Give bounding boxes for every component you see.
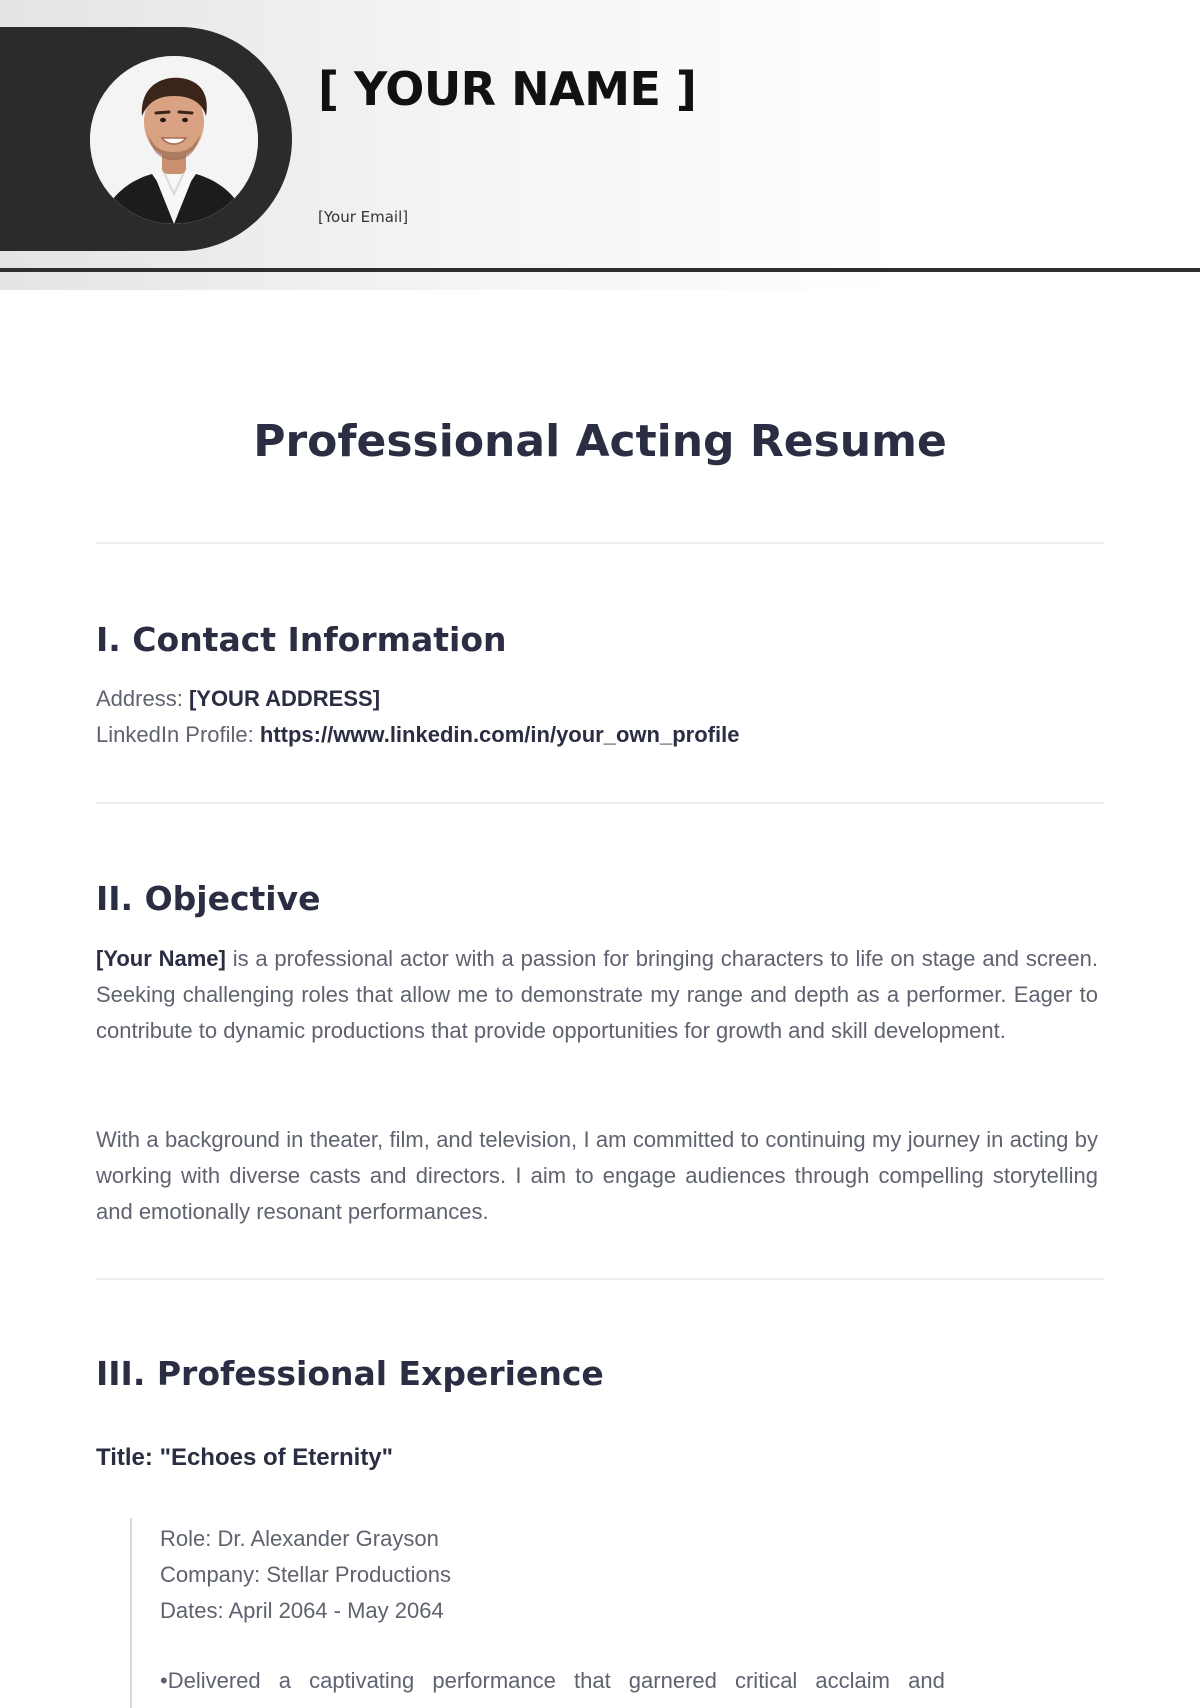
linkedin-line bbox=[96, 722, 739, 748]
header-banner bbox=[0, 0, 1200, 290]
header-rule bbox=[0, 268, 1200, 272]
avatar bbox=[90, 56, 258, 224]
divider bbox=[96, 542, 1104, 544]
experience-bullet-text: Delivered a captivating performance that garnered critical acclaim and bbox=[167, 1668, 945, 1693]
candidate-email: [Your Email] bbox=[318, 208, 409, 226]
contact-heading: I. Contact Information bbox=[96, 620, 507, 659]
bullet-icon: • bbox=[160, 1668, 168, 1693]
experience-heading: III. Professional Experience bbox=[96, 1354, 604, 1393]
linkedin-link[interactable]: https://www.linkedin.com/in/your_own_profile bbox=[259, 722, 740, 747]
experience-company: Company: Stellar Productions bbox=[160, 1562, 452, 1587]
address-line bbox=[96, 686, 380, 712]
experience-title: Title: "Echoes of Eternity" bbox=[96, 1444, 394, 1471]
experience-bullet bbox=[160, 1668, 1098, 1694]
document-title: Professional Acting Resume bbox=[253, 416, 947, 467]
experience-role: Role: Dr. Alexander Grayson bbox=[160, 1526, 439, 1551]
address-value: [YOUR ADDRESS] bbox=[188, 686, 381, 711]
objective-name: [Your Name] bbox=[96, 946, 226, 971]
address-label: Address: bbox=[96, 686, 189, 711]
experience-details bbox=[130, 1518, 1102, 1708]
objective-paragraph-1 bbox=[96, 941, 1098, 1049]
divider bbox=[96, 802, 1104, 804]
objective-text-1: is a professional actor with a passion for bringing characters to life on stage and screen. Seeking challenging roles that allow me to demonstrate my range and depth as a performer. Eager to contribute to dynamic productions that provide opportunities for growth and skill development. bbox=[96, 946, 1098, 1043]
candidate-name: [ YOUR NAME ] bbox=[318, 62, 697, 116]
objective-paragraph-2: With a background in theater, film, and television, I am committed to continuing my journey in acting by working with diverse casts and directors. I aim to engage audiences through compelling storytelling and emotionally resonant performances. bbox=[96, 1127, 1098, 1224]
linkedin-label: LinkedIn Profile: bbox=[96, 722, 260, 747]
divider bbox=[96, 1278, 1104, 1280]
profile-photo bbox=[90, 56, 258, 224]
experience-dates: Dates: April 2064 - May 2064 bbox=[160, 1598, 444, 1623]
objective-heading: II. Objective bbox=[96, 879, 321, 918]
